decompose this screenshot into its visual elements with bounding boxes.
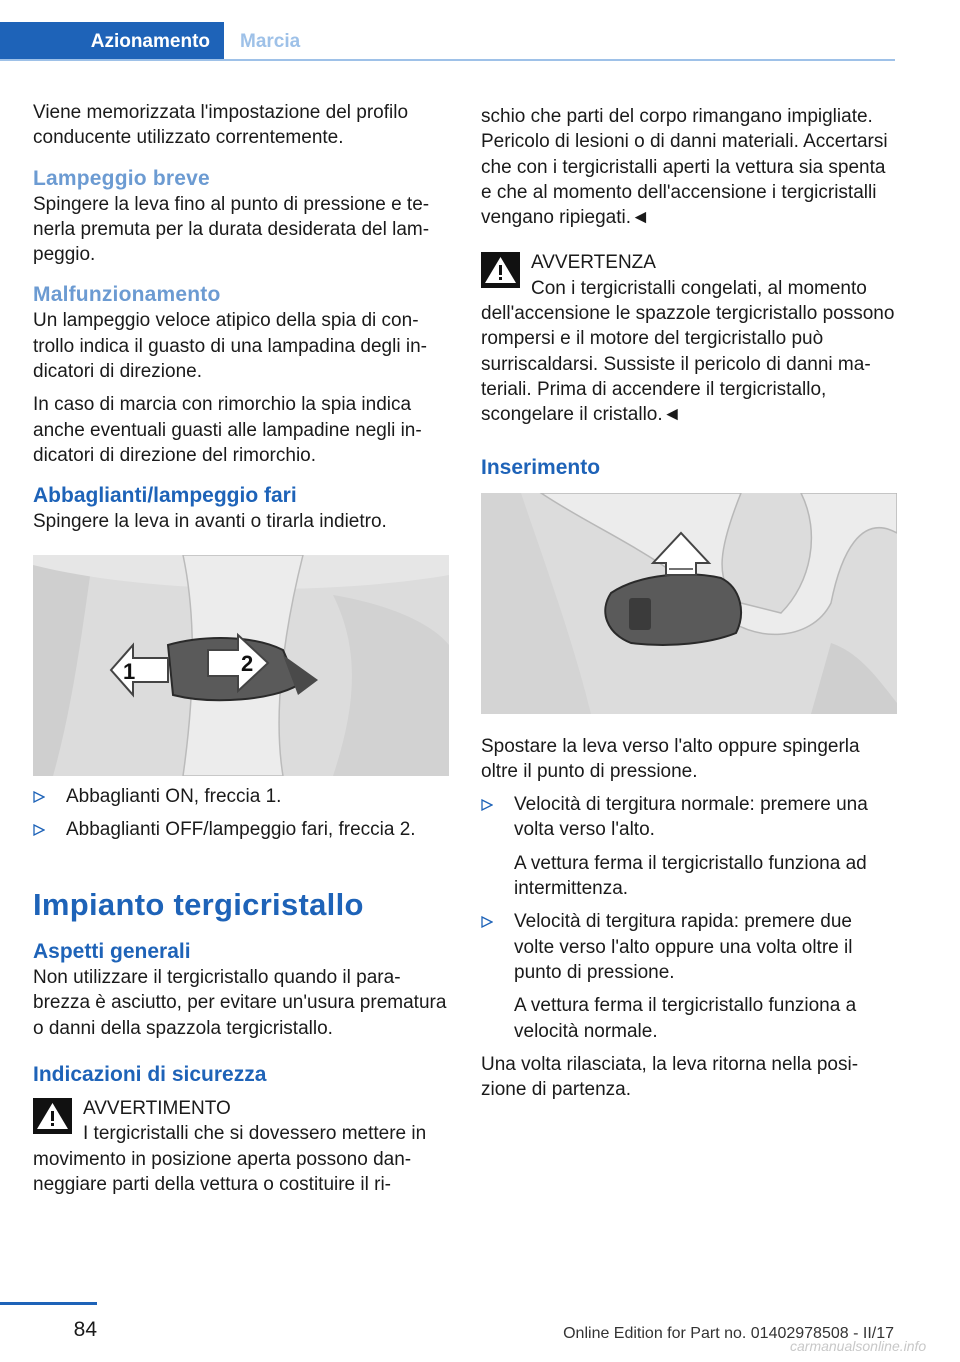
edition-note: Online Edition for Part no. 01402978508 - II/17 <box>563 1325 894 1342</box>
triangle-bullet-icon <box>33 824 45 836</box>
list-item <box>481 792 897 843</box>
warning-triangle-icon <box>481 252 520 288</box>
warning-block <box>33 1096 449 1197</box>
right-column <box>481 104 897 1102</box>
tab-marcia[interactable]: Marcia <box>240 31 301 52</box>
heading-indicazioni-sicurezza: Indicazioni di sicurezza <box>33 1063 267 1087</box>
bullet-text: Abbaglianti OFF/lampeggio fari, freccia 2. <box>66 818 416 840</box>
heading-impianto-tergicristallo: Impianto tergicristallo <box>33 887 364 923</box>
arrow-label-2: 2 <box>241 650 254 676</box>
bullet-text: Velocità di tergitura rapida: premere due volte verso l'alto oppure una volta oltre il punto di pressione. <box>514 911 853 983</box>
arrow-label-1: 1 <box>123 658 136 684</box>
lever-illustration <box>33 555 449 776</box>
warning-triangle-icon <box>33 1098 72 1134</box>
watermark: carmanualsonline.info <box>790 1338 927 1354</box>
bullet-subtext: A vettura ferma il tergicristallo funziona ad intermittenza. <box>514 852 867 900</box>
header-divider <box>0 59 895 61</box>
malfunz-paragraph-2: In caso di marcia con rimorchio la spia indica anche eventuali guasti alle lampadine negli indicatori di direzione del rimorchio. <box>33 394 422 466</box>
bullet-text: Velocità di tergitura normale: premere una volta verso l'alto. <box>514 794 868 841</box>
heading-aspetti-generali: Aspetti generali <box>33 940 191 964</box>
malfunz-paragraph-1: Un lampeggio veloce atipico della spia di controllo indica il guasto di una lampadina degli indicatori di direzione. <box>33 310 427 383</box>
wiper-lever-drawing <box>481 493 897 714</box>
warning-text: movimento in posizione aperta possono danneggiare parti della vettura o costituire il ri- <box>33 1148 412 1195</box>
warning-line-1: Con i tergicristalli congelati, al momento <box>531 277 867 299</box>
aspetti-paragraph: Non utilizzare il tergicristallo quando il parabrezza è asciutto, per evitare un'usura prematura o danni della spazzola tergicristallo. <box>33 967 447 1039</box>
lampeggio-paragraph: Spingere la leva fino al punto di pressione e tenerla premuta per la durata desiderata del lampeggio. <box>33 193 430 266</box>
lever-drawing <box>33 555 449 776</box>
heading-inserimento: Inserimento <box>481 455 601 479</box>
page-header <box>0 0 960 64</box>
list-item <box>33 817 449 842</box>
bullet-text: Abbaglianti ON, freccia 1. <box>66 785 282 807</box>
heading-lampeggio-breve: Lampeggio breve <box>33 166 210 190</box>
footer-divider <box>0 1302 97 1305</box>
triangle-bullet-icon <box>481 799 493 811</box>
abbaglianti-paragraph: Spingere la leva in avanti o tirarla indietro. <box>33 511 387 533</box>
list-item <box>33 784 449 809</box>
warning-block <box>481 250 897 427</box>
warning-title: AVVERTENZA <box>531 252 656 274</box>
tab-azionamento[interactable]: Azionamento <box>0 22 224 61</box>
list-item <box>481 909 897 985</box>
spostare-paragraph: Spostare la leva verso l'alto oppure spingerla oltre il punto di pressione. <box>481 735 860 782</box>
page-number: 84 <box>73 1318 97 1341</box>
intro-paragraph: Viene memorizzata l'impostazione del profilo conducente utilizzato correntemente. <box>33 102 409 149</box>
final-paragraph: Una volta rilasciata, la leva ritorna nella posizione di partenza. <box>481 1053 859 1101</box>
left-column <box>33 100 449 1197</box>
bullet-subtext: A vettura ferma il tergicristallo funziona a velocità normale. <box>514 995 857 1042</box>
warning-line-1: I tergicristalli che si dovessero mettere in <box>83 1123 427 1145</box>
warning-title: AVVERTIMENTO <box>83 1098 231 1120</box>
triangle-bullet-icon <box>481 916 493 928</box>
triangle-bullet-icon <box>33 791 45 803</box>
continued-paragraph: schio che parti del corpo rimangano impigliate. Pericolo di lesioni o di danni materiali. Accertarsi che con i tergicristalli aperti la vettura sia spenta e che al momento dell'accensione i tergicristalli vengano ripiegati.◄ <box>481 106 888 229</box>
warning-text: dell'accensione le spazzole tergicristallo possono rompersi e il motore del tergicristallo può surriscaldarsi. Sussiste il pericolo di danni materiali. Prima di accendere il tergicristallo, scongelare il cristallo.◄ <box>481 303 895 426</box>
wiper-lever-illustration <box>481 493 897 714</box>
heading-malfunzionamento: Malfunzionamento <box>33 283 221 307</box>
heading-abbaglianti: Abbaglianti/lampeggio fari <box>33 484 297 508</box>
